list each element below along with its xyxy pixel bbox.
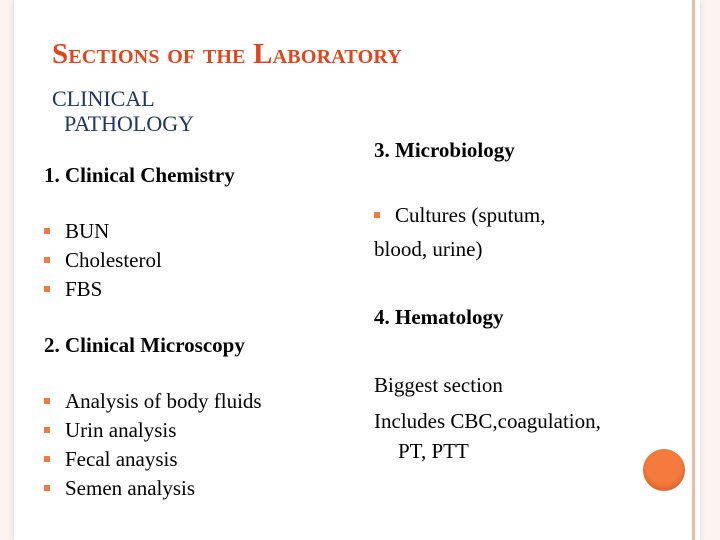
subtitle-line-2: PATHOLOGY — [64, 111, 194, 136]
list-item: Semen analysis — [44, 474, 354, 503]
slide-title: Sections of the Laboratory — [52, 38, 402, 70]
list-item: Analysis of body fluids — [44, 387, 354, 416]
clinical-pathology-subtitle — [52, 86, 354, 136]
bullet-square-icon — [44, 228, 50, 234]
list-item: Urin analysis — [44, 416, 354, 445]
section-3-continuation: blood, urine) — [374, 237, 483, 261]
list-item: BUN — [44, 217, 354, 246]
section-4-line-2: Includes CBC,coagulation, — [374, 409, 601, 433]
section-4-line-1: Biggest section — [374, 373, 503, 397]
bullet-square-icon — [44, 485, 50, 491]
section-2-heading: 2. Clinical Microscopy — [44, 333, 245, 357]
list-item: Cholesterol — [44, 246, 354, 275]
section-3-heading: 3. Microbiology — [374, 138, 515, 162]
right-decorative-rule — [692, 0, 695, 540]
bullet-square-icon — [44, 456, 50, 462]
list-item: FBS — [44, 275, 354, 304]
left-column — [44, 86, 354, 503]
bullet-square-icon — [44, 286, 50, 292]
bullet-square-icon — [44, 257, 50, 263]
section-4-line-3: PT, PTT — [398, 439, 469, 463]
section-2-list — [44, 387, 354, 503]
bullet-square-icon — [44, 427, 50, 433]
section-1-heading: 1. Clinical Chemistry — [44, 163, 235, 187]
subtitle-line-1: CLINICAL — [52, 86, 155, 111]
section-4-heading: 4. Hematology — [374, 305, 504, 329]
section-3-list — [374, 201, 684, 230]
list-item: Cultures (sputum, — [374, 201, 684, 230]
list-item: Fecal anaysis — [44, 445, 354, 474]
section-1-list — [44, 217, 354, 304]
bullet-square-icon — [44, 398, 50, 404]
right-column — [374, 138, 684, 466]
decorative-circle — [643, 449, 685, 491]
bullet-square-icon — [374, 212, 380, 218]
